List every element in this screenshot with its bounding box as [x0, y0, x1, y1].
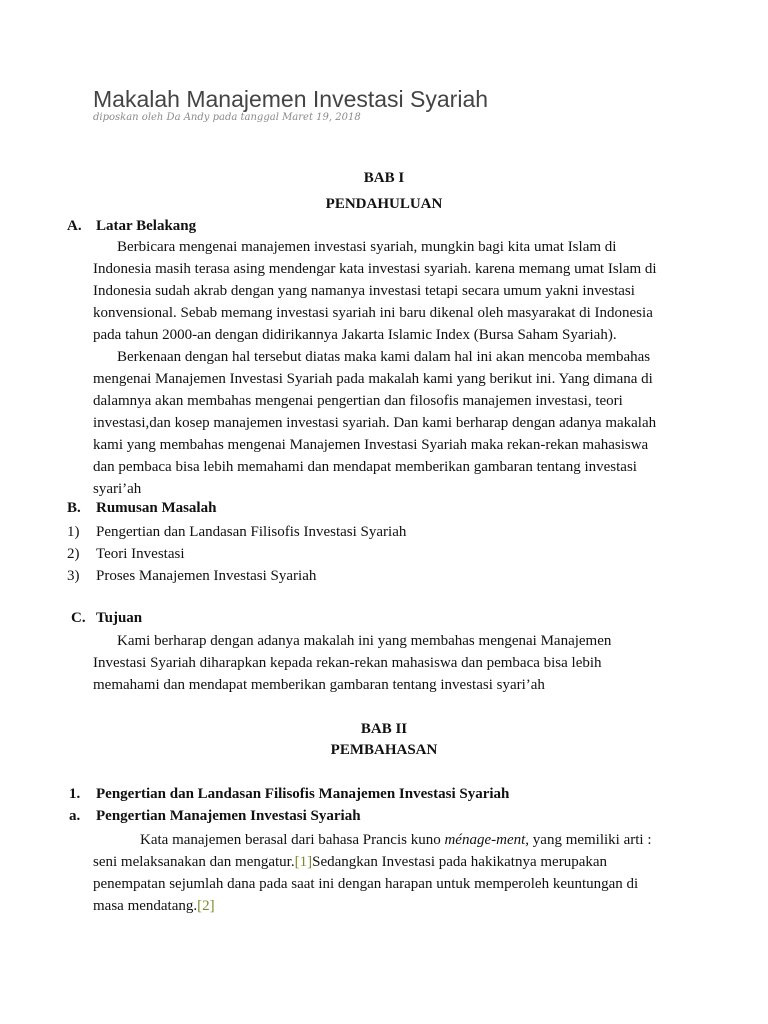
section-b-heading: [67, 500, 216, 517]
list-item: [67, 565, 406, 587]
text-line: kami yang membahas mengenai Manajemen Investasi Syariah maka rekan-rekan mahasiswa: [93, 437, 649, 453]
latar-belakang-paragraph-2: [93, 346, 673, 500]
pengertian-paragraph: [93, 829, 673, 917]
text-line: Berbicara mengenai manajemen investasi syariah, mungkin bagi kita umat Islam di: [117, 239, 617, 255]
italic-term: ménage-ment,: [444, 832, 530, 848]
text-line: Kami berharap dengan adanya makalah ini yang membahas mengenai Manajemen: [117, 633, 612, 649]
text-run: seni melaksanakan dan mengatur.: [93, 854, 295, 870]
text-line: penempatan sejumlah dana pada saat ini dengan harapan untuk memperoleh keuntungan di: [93, 876, 639, 892]
section-a-marker: A.: [67, 218, 82, 234]
section-b-title: Rumusan Masalah: [96, 500, 217, 516]
list-number: 2): [67, 546, 80, 562]
section-1-title: Pengertian dan Landasan Filisofis Manajemen Investasi Syariah: [96, 786, 510, 802]
section-a2-heading: [69, 808, 361, 825]
text-run: yang memiliki arti :: [529, 832, 652, 848]
text-line: pada tahun 2000-an dengan didirikannya Jakarta Islamic Index (Bursa Saham Syariah).: [93, 327, 617, 343]
text-line: Indonesia sudah akrab dengan yang namanya investasi tetapi secara umum yakni investasi: [93, 283, 635, 299]
text-line: Indonesia masih terasa asing mendengar kata investasi syariah. karena memang umat Islam di: [93, 261, 657, 277]
text-line: [93, 829, 673, 851]
rumusan-masalah-list: [67, 521, 406, 587]
text-run: Sedangkan Investasi pada hakikatnya merupakan: [312, 854, 608, 870]
text-line: investasi,dan kosep manajemen investasi syariah. Dan kami berharap dengan adanya makalah: [93, 415, 657, 431]
text-line: dalamnya akan membahas mengenai pengertian dan filosofis manajemen investasi, teori: [93, 393, 623, 409]
text-line: mengenai Manajemen Investasi Syariah pada makalah kami yang berikut ini. Yang dimana di: [93, 371, 653, 387]
bab1-label: BAB I: [363, 170, 405, 186]
text-run: Kata manajemen berasal dari bahasa Prancis kuno: [140, 832, 445, 848]
list-item: [67, 543, 406, 565]
section-c-heading: [71, 610, 142, 627]
bab2-label: BAB II: [360, 721, 408, 737]
text-line: konvensional. Sebab memang investasi syariah ini baru dikenal oleh masyarakat di Indonesia: [93, 305, 653, 321]
text-line: dan pembaca bisa lebih memahami dan mendapat memberikan gambaran tentang investasi: [93, 459, 637, 475]
footnote-link-1[interactable]: [1]: [294, 854, 313, 870]
list-number: 3): [67, 568, 80, 584]
list-number: 1): [67, 524, 80, 540]
section-a2-marker: a.: [69, 808, 81, 824]
list-text: Proses Manajemen Investasi Syariah: [96, 568, 317, 584]
list-item: [67, 521, 406, 543]
text-line: memahami dan mendapat memberikan gambaran tentang investasi syari’ah: [93, 677, 545, 693]
section-a-title: Latar Belakang: [96, 218, 197, 234]
latar-belakang-paragraph-1: [93, 236, 673, 346]
section-c-marker: C.: [71, 610, 86, 626]
text-line: Berkenaan dengan hal tersebut diatas maka kami dalam hal ini akan mencoba membahas: [117, 349, 651, 365]
list-text: Teori Investasi: [96, 546, 185, 562]
section-b-marker: B.: [67, 500, 81, 516]
text-run: masa mendatang.: [93, 898, 198, 914]
list-text: Pengertian dan Landasan Filisofis Investasi Syariah: [96, 524, 407, 540]
section-1-heading: [69, 786, 509, 803]
post-byline: diposkan oleh Da Andy pada tanggal Maret 19, 2018: [93, 112, 361, 123]
page-title: Makalah Manajemen Investasi Syariah: [93, 86, 489, 112]
section-1-marker: 1.: [69, 786, 81, 802]
text-line: syari’ah: [93, 481, 142, 497]
footnote-link-2[interactable]: [2]: [197, 898, 215, 914]
section-a-heading: [67, 218, 196, 235]
text-line: [93, 851, 673, 873]
bab1-title: PENDAHULUAN: [325, 196, 443, 212]
text-line: Investasi Syariah diharapkan kepada rekan-rekan mahasiswa dan pembaca bisa lebih: [93, 655, 602, 671]
tujuan-paragraph: [93, 630, 673, 696]
text-line: [93, 895, 673, 917]
bab2-title: PEMBAHASAN: [330, 742, 438, 758]
section-c-title: Tujuan: [96, 610, 143, 626]
section-a2-title: Pengertian Manajemen Investasi Syariah: [96, 808, 361, 824]
